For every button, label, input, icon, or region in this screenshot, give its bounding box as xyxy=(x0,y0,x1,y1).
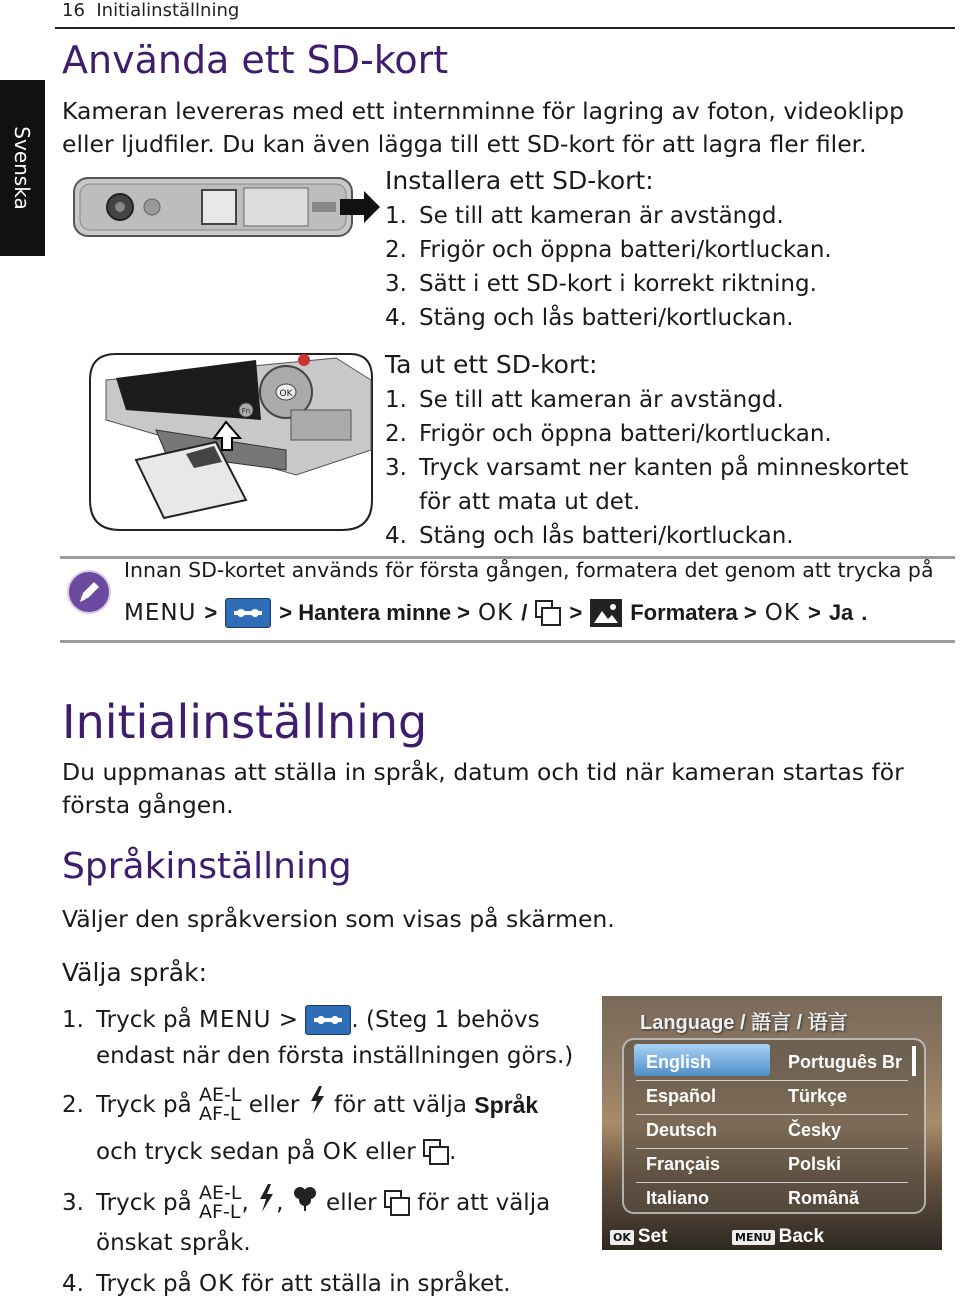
camera-ok-label: OK xyxy=(279,389,293,399)
period: . xyxy=(861,600,868,625)
lang-step-3 xyxy=(62,1178,592,1228)
remove-step xyxy=(385,519,945,553)
divider xyxy=(636,1114,908,1115)
divider xyxy=(636,1182,908,1183)
camera-fn-label: Fn xyxy=(241,407,251,415)
comma: , xyxy=(276,1190,284,1216)
step-text: Tryck på xyxy=(96,1271,192,1297)
af-lock-label: AF-L xyxy=(199,1201,241,1223)
note-line2 xyxy=(124,598,867,628)
step-text: Tryck på xyxy=(96,1190,192,1216)
flash-icon xyxy=(256,1183,276,1223)
step-text: Se till att kameran är avstängd. xyxy=(419,387,784,413)
language-keyword: Språk xyxy=(474,1092,539,1118)
ae-af-lock-icon xyxy=(199,1086,241,1124)
back-label: Back xyxy=(778,1226,825,1247)
remove-step xyxy=(385,383,945,417)
camera-back-illustration xyxy=(86,350,376,535)
manage-memory-text: > Hantera minne > xyxy=(279,600,471,625)
step-text: för att ställa in språket. xyxy=(241,1271,511,1297)
side-tab-label: Svenska xyxy=(10,126,34,210)
step-text: Se till att kameran är avstängd. xyxy=(419,203,784,229)
step-number: 1. xyxy=(385,387,407,413)
step-number: 3. xyxy=(62,1190,84,1216)
step-text: Frigör och öppna batteri/kortluckan. xyxy=(419,237,832,263)
lang-step-3-cont: önskat språk. xyxy=(96,1230,251,1256)
divider xyxy=(636,1080,908,1081)
separator: > xyxy=(569,600,583,625)
remove-step xyxy=(385,451,945,519)
lang-step-4 xyxy=(62,1264,592,1304)
playback-stack-icon xyxy=(423,1139,449,1165)
comma: , xyxy=(241,1190,249,1216)
remove-title: Ta ut ett SD-kort: xyxy=(385,350,598,379)
note-bottom-rule xyxy=(60,640,955,643)
ae-af-lock-icon xyxy=(199,1184,241,1222)
step-number: 2. xyxy=(385,421,407,447)
step-text: Tryck varsamt ner kanten på minneskortet för att mata ut det. xyxy=(419,455,909,515)
step-number: 3. xyxy=(385,455,407,481)
language-option[interactable]: Deutsch xyxy=(646,1120,718,1140)
flash-icon xyxy=(307,1085,327,1125)
language-option[interactable]: Português Br xyxy=(788,1052,903,1072)
step-number: 4. xyxy=(385,523,407,549)
format-picture-icon xyxy=(590,599,622,627)
ok-label: OK xyxy=(478,600,514,626)
step-number: 2. xyxy=(62,1092,84,1118)
step-text: Sätt i ett SD-kort i korrekt riktning. xyxy=(419,271,817,297)
init-intro: Du uppmanas att ställa in språk, datum och tid när kameran startas för första gången. xyxy=(62,758,904,819)
lang-step-2-cont xyxy=(62,1130,592,1174)
separator: > xyxy=(278,1007,299,1033)
pencil-icon xyxy=(67,570,111,614)
step-text: . xyxy=(449,1139,457,1165)
install-step xyxy=(385,301,832,335)
separator: > xyxy=(204,600,218,625)
menu-key: MENU xyxy=(732,1230,775,1245)
install-step xyxy=(385,199,832,233)
language-side-tab xyxy=(0,80,45,256)
set-label: Set xyxy=(637,1226,668,1247)
note-line1: Innan SD-kortet används för första gången, formatera det genom att trycka på xyxy=(124,558,934,582)
divider xyxy=(636,1148,908,1149)
step-number: 1. xyxy=(385,203,407,229)
af-lock-label: AF-L xyxy=(199,1103,241,1125)
step-text: Tryck på xyxy=(96,1007,192,1033)
step-number: 4. xyxy=(385,305,407,331)
step-number: 3. xyxy=(385,271,407,297)
language-option[interactable]: Türkçe xyxy=(788,1086,848,1106)
sd-section-title: Använda ett SD-kort xyxy=(62,38,449,82)
step-text: för att välja xyxy=(417,1190,551,1216)
step-text: och tryck sedan på xyxy=(96,1139,316,1165)
menu-label: MENU xyxy=(199,1007,272,1033)
yes-text: Ja xyxy=(828,600,854,625)
ok-key: OK xyxy=(610,1230,634,1245)
install-step xyxy=(385,233,832,267)
language-screen xyxy=(602,996,942,1250)
step-number: 1. xyxy=(62,1007,84,1033)
ae-lock-label: AE-L xyxy=(199,1182,242,1204)
step-text: eller xyxy=(365,1139,416,1165)
language-screen-title: Language / 語言 / 语言 xyxy=(640,1012,848,1034)
ae-lock-label: AE-L xyxy=(199,1084,242,1106)
page-number: 16 xyxy=(62,0,85,21)
slash: / xyxy=(521,600,528,625)
camera-bottom-illustration xyxy=(72,174,382,244)
running-header xyxy=(62,0,239,21)
lang-section-title: Språkinställning xyxy=(62,846,352,887)
language-option[interactable]: Polski xyxy=(788,1154,842,1174)
sd-intro: Kameran levereras med ett internminne för lagring av foton, videoklipp eller ljudfiler. Du kan även lägga till ett SD-kort för att lagra fler filer. xyxy=(62,97,905,158)
install-steps xyxy=(385,164,832,335)
ok-label: OK xyxy=(764,600,800,626)
lang-step-1-cont: endast när den första inställningen görs.) xyxy=(96,1043,574,1069)
language-option[interactable]: Español xyxy=(646,1086,717,1106)
language-option[interactable]: Română xyxy=(788,1188,860,1208)
setup-menu-icon xyxy=(225,598,271,628)
remove-step xyxy=(385,417,945,451)
running-title: Initialinställning xyxy=(96,0,240,21)
init-section-title: Initialinställning xyxy=(62,695,428,749)
remove-steps xyxy=(385,348,945,553)
lang-step-2 xyxy=(62,1080,592,1130)
playback-stack-icon xyxy=(535,600,561,626)
step-number: 2. xyxy=(385,237,407,263)
ok-label: OK xyxy=(322,1139,358,1165)
install-title: Installera ett SD-kort: xyxy=(385,166,654,195)
scrollbar[interactable] xyxy=(912,1046,916,1076)
playback-stack-icon xyxy=(384,1190,410,1216)
language-steps xyxy=(62,1002,592,1304)
language-option[interactable]: Italiano xyxy=(646,1188,710,1208)
step-text: Frigör och öppna batteri/kortluckan. xyxy=(419,421,832,447)
language-option[interactable]: Česky xyxy=(788,1120,842,1140)
language-option[interactable]: English xyxy=(646,1052,712,1072)
choose-language-title: Välja språk: xyxy=(62,958,208,987)
step-text: . (Steg 1 behövs xyxy=(351,1007,540,1033)
step-text: för att välja xyxy=(333,1092,467,1118)
step-text: eller xyxy=(248,1092,300,1118)
step-text: eller xyxy=(326,1190,377,1216)
lang-intro: Väljer den språkversion som visas på skärmen. xyxy=(62,905,615,933)
back-hint xyxy=(732,1226,824,1248)
menu-label: MENU xyxy=(124,600,197,626)
step-text: Stäng och lås batteri/kortluckan. xyxy=(419,523,794,549)
macro-flower-icon xyxy=(291,1184,319,1222)
header-rule xyxy=(55,27,955,29)
install-step xyxy=(385,267,832,301)
step-number: 4. xyxy=(62,1271,84,1297)
step-text: Tryck på xyxy=(96,1092,192,1118)
language-option[interactable]: Français xyxy=(646,1154,721,1174)
setup-menu-icon xyxy=(305,1005,351,1035)
ok-label: OK xyxy=(199,1271,235,1297)
lang-step-1 xyxy=(62,1002,592,1038)
separator: > xyxy=(807,600,821,625)
format-text: Formatera > xyxy=(630,600,757,625)
step-text: Stäng och lås batteri/kortluckan. xyxy=(419,305,794,331)
set-hint xyxy=(610,1226,667,1248)
